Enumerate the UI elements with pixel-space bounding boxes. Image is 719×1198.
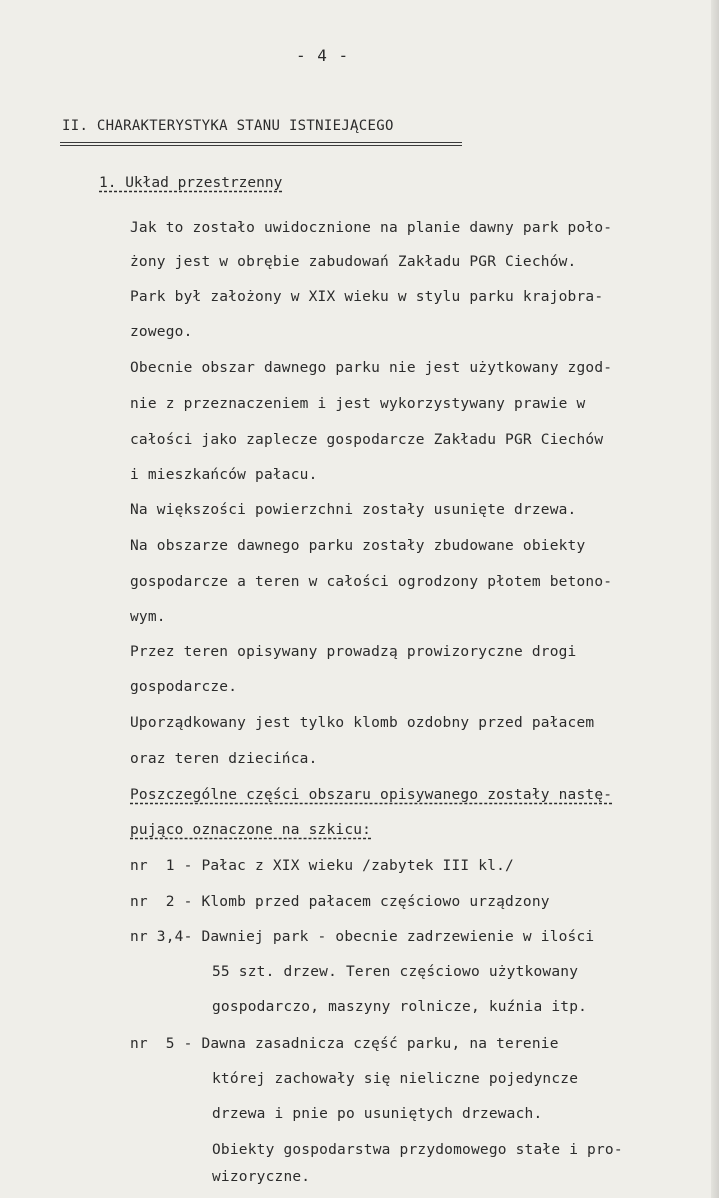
text-line: gospodarcze.: [130, 679, 238, 695]
text-line: Park był założony w XIX wieku w stylu parku krajobra-: [130, 289, 604, 305]
legend-item-5-continued: wizoryczne.: [212, 1169, 311, 1185]
text-line: gospodarcze a teren w całości ogrodzony płotem betono-: [130, 574, 613, 590]
page-number: - 4 -: [296, 46, 350, 65]
section-heading: II. CHARAKTERYSTYKA STANU ISTNIEJĄCEGO: [62, 118, 394, 134]
legend-item-3-4-continued: gospodarczo, maszyny rolnicze, kuźnia itp.: [212, 999, 588, 1015]
legend-item-3-4-continued: 55 szt. drzew. Teren częściowo użytkowany: [212, 964, 579, 980]
heading-underline-second: [60, 145, 462, 146]
text-line: Uporządkowany jest tylko klomb ozdobny przed pałacem: [130, 715, 595, 731]
text-line: Jak to zostało uwidocznione na planie dawny park poło-: [130, 220, 613, 236]
text-line-underlined: pująco oznaczone na szkicu:: [130, 822, 372, 838]
text-line: Przez teren opisywany prowadzą prowizoryczne drogi: [130, 644, 577, 660]
legend-item-5-continued: drzewa i pnie po usuniętych drzewach.: [212, 1106, 543, 1122]
text-line: zowego.: [130, 324, 193, 340]
text-line-underlined: Poszczególne części obszaru opisywanego zostały nastę-: [130, 787, 613, 803]
text-line: wym.: [130, 609, 166, 625]
legend-item-3-4: nr 3,4- Dawniej park - obecnie zadrzewienie w ilości: [130, 929, 595, 945]
heading-underline: [60, 142, 462, 143]
subsection-heading: 1. Układ przestrzenny: [99, 175, 283, 191]
page-edge: [711, 0, 719, 1198]
text-line: nie z przeznaczeniem i jest wykorzystywany prawie w: [130, 396, 586, 412]
text-line: Na większości powierzchni zostały usunięte drzewa.: [130, 502, 577, 518]
text-line: żony jest w obrębie zabudowań Zakładu PGR Ciechów.: [130, 254, 577, 270]
text-line: Obecnie obszar dawnego parku nie jest użytkowany zgod-: [130, 360, 613, 376]
legend-item-1: nr 1 - Pałac z XIX wieku /zabytek III kl./: [130, 858, 514, 874]
text-line: oraz teren dziecińca.: [130, 751, 318, 767]
legend-item-2: nr 2 - Klomb przed pałacem częściowo urządzony: [130, 894, 550, 910]
legend-item-5-continued: której zachowały się nieliczne pojedyncze: [212, 1071, 579, 1087]
legend-item-5: nr 5 - Dawna zasadnicza część parku, na terenie: [130, 1036, 559, 1052]
legend-item-5-continued: Obiekty gospodarstwa przydomowego stałe i pro-: [212, 1142, 623, 1158]
text-line: Na obszarze dawnego parku zostały zbudowane obiekty: [130, 538, 586, 554]
text-line: całości jako zaplecze gospodarcze Zakładu PGR Ciechów: [130, 432, 604, 448]
text-line: i mieszkańców pałacu.: [130, 467, 318, 483]
